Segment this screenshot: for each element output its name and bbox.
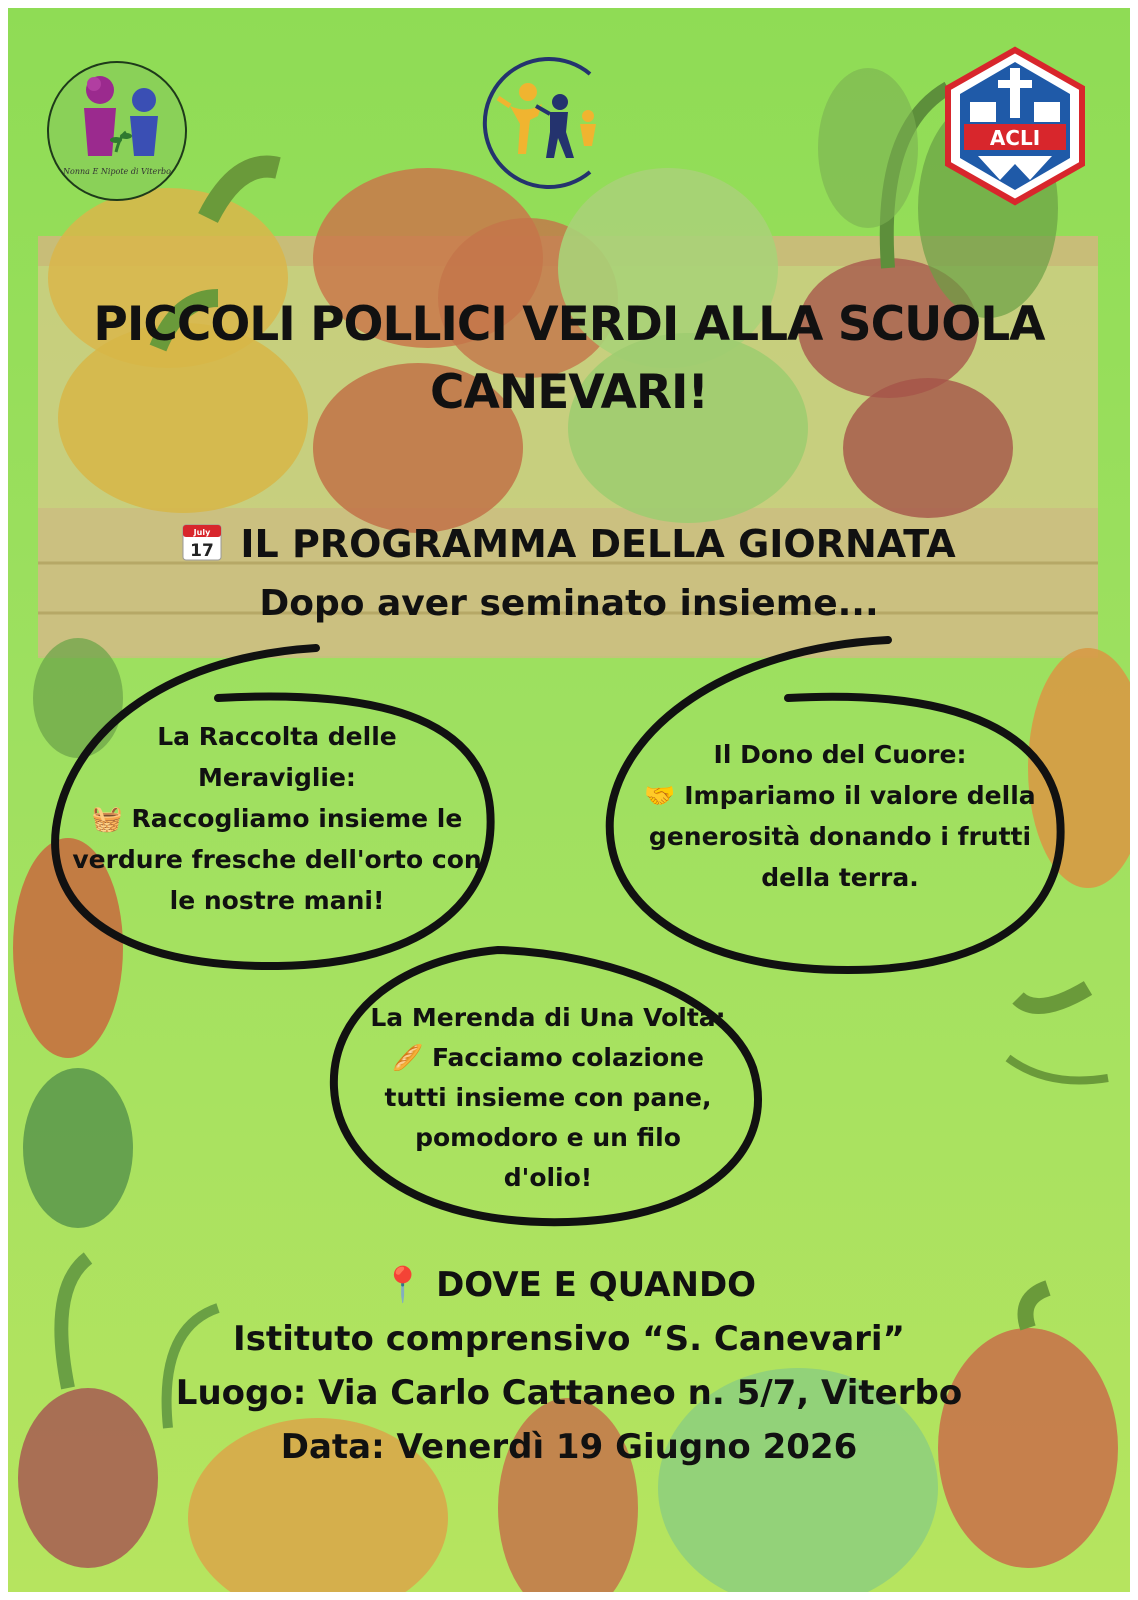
- event-date: Data: Venerdì 19 Giugno 2026: [280, 1427, 858, 1467]
- program-subheading: Dopo aver seminato insieme...: [259, 583, 879, 624]
- bubble-harvest: [70, 716, 484, 921]
- bubble-harvest-title: La Raccolta delle Meraviglie:: [157, 722, 397, 792]
- program-heading-text: IL PROGRAMMA DELLA GIORNATA: [240, 522, 956, 566]
- title-line-1: PICCOLI POLLICI VERDI ALLA SCUOLA: [93, 297, 1045, 352]
- event-location: Luogo: Via Carlo Cattaneo n. 5/7, Viterbo: [175, 1373, 963, 1413]
- pin-icon: 📍: [381, 1265, 425, 1305]
- bubble-snack-title: La Merenda di Una Volta:: [370, 1003, 726, 1032]
- school-name: Istituto comprensivo “S. Canevari”: [233, 1319, 905, 1359]
- svg-text:ACLI: ACLI: [989, 126, 1041, 150]
- handshake-icon: 🤝: [644, 781, 676, 810]
- svg-text:Nonna E Nipote di Viterbo: Nonna E Nipote di Viterbo: [63, 167, 171, 176]
- bubble-snack: [358, 998, 738, 1198]
- where-heading: 📍 DOVE E QUANDO: [8, 1258, 1130, 1312]
- title-line-2: CANEVARI!: [430, 365, 708, 420]
- svg-text:17: 17: [190, 541, 215, 561]
- bread-icon: 🥖: [392, 1043, 424, 1072]
- svg-text:July: July: [194, 528, 211, 537]
- event-poster: [8, 8, 1130, 1592]
- bubble-gift: [630, 734, 1050, 898]
- bubble-harvest-body: 🧺 Raccogliamo insieme le verdure fresche dell'orto con le nostre mani!: [70, 798, 484, 921]
- bubble-gift-body: 🤝 Impariamo il valore della generosità donando i frutti della terra.: [630, 775, 1050, 898]
- bubble-gift-title: Il Dono del Cuore:: [713, 740, 967, 769]
- bubble-snack-body: 🥖 Facciamo colazione tutti insieme con pane, pomodoro e un filo d'olio!: [378, 1038, 718, 1198]
- basket-icon: 🧺: [91, 804, 123, 833]
